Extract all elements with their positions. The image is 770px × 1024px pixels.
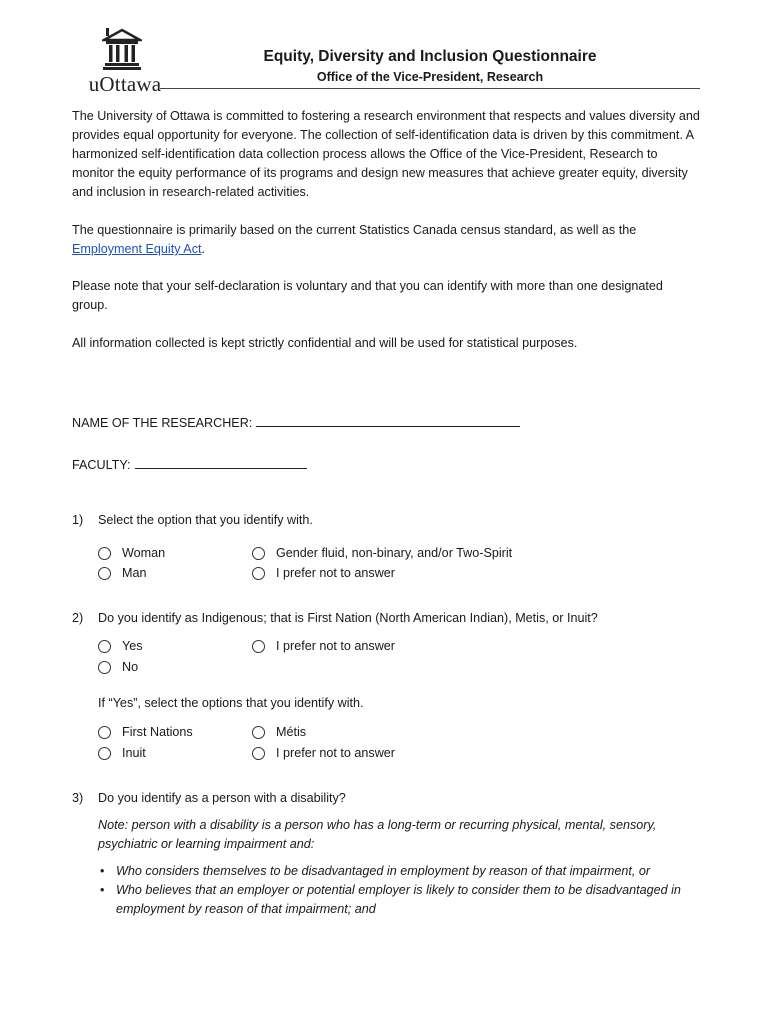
question-2-number: 2) <box>72 611 84 625</box>
option-label: Gender fluid, non-binary, and/or Two-Spirit <box>276 546 513 560</box>
researcher-name-blank[interactable] <box>256 414 520 427</box>
intro-paragraph-2 <box>72 221 702 259</box>
intro-paragraph-3: Please note that your self-declaration is voluntary and that you can identify with more than one designated group. <box>72 279 663 312</box>
option-label: No <box>122 660 139 674</box>
question-3 <box>72 791 346 805</box>
q1-option-prefer-not[interactable] <box>252 564 395 582</box>
radio-icon[interactable] <box>98 661 111 674</box>
option-label: Inuit <box>122 746 146 760</box>
q2-followup-text: If “Yes”, select the options that you identify with. <box>98 696 364 710</box>
intro-paragraph-2-end: . <box>201 242 205 256</box>
option-label: Métis <box>276 725 307 739</box>
option-label: Man <box>122 566 147 580</box>
q3-bullet-list <box>98 862 708 919</box>
list-item <box>98 881 708 919</box>
university-building-icon <box>102 26 142 70</box>
option-label: I prefer not to answer <box>276 639 396 653</box>
header-divider <box>160 88 700 89</box>
radio-icon[interactable] <box>252 726 265 739</box>
q2-option-no[interactable] <box>98 658 138 676</box>
question-3-text: Do you identify as a person with a disability? <box>98 791 346 805</box>
question-1-text: Select the option that you identify with. <box>98 513 313 527</box>
faculty-blank[interactable] <box>135 456 307 469</box>
option-label: Woman <box>122 546 166 560</box>
q2-followup-metis[interactable] <box>252 723 306 741</box>
q3-note: Note: person with a disability is a person who has a long-term or recurring physical, mental, sensory, psychiatric or learning impairment and: <box>98 818 657 851</box>
question-1-number: 1) <box>72 513 84 527</box>
q1-option-gender-fluid[interactable] <box>252 544 512 562</box>
q1-option-woman[interactable] <box>98 544 165 562</box>
radio-icon[interactable] <box>98 547 111 560</box>
bullet-icon: • <box>100 883 105 897</box>
option-label: First Nations <box>122 725 193 739</box>
q2-followup-first-nations[interactable] <box>98 723 193 741</box>
bullet-text: Who considers themselves to be disadvantaged in employment by reason of that impairment, or <box>116 864 651 878</box>
question-2-text: Do you identify as Indigenous; that is First Nation (North American Indian), Metis, or Inuit? <box>98 611 598 625</box>
question-3-number: 3) <box>72 791 84 805</box>
bullet-icon: • <box>100 864 105 878</box>
q2-option-prefer-not[interactable] <box>252 637 395 655</box>
radio-icon[interactable] <box>252 547 265 560</box>
list-item <box>98 862 708 881</box>
q1-option-man[interactable] <box>98 564 147 582</box>
option-label: Yes <box>122 639 143 653</box>
employment-equity-act-link[interactable]: Employment Equity Act <box>72 242 202 256</box>
radio-icon[interactable] <box>98 640 111 653</box>
option-label: I prefer not to answer <box>276 566 396 580</box>
logo-wordmark: uOttawa <box>88 72 162 96</box>
q2-option-yes[interactable] <box>98 637 143 655</box>
question-1 <box>72 513 313 527</box>
document-subtitle: Office of the Vice-President, Research <box>316 70 544 84</box>
faculty-label: FACULTY: <box>72 458 131 472</box>
intro-paragraph-2-text: The questionnaire is primarily based on the current Statistics Canada census standard, as well as the <box>72 223 637 237</box>
radio-icon[interactable] <box>98 726 111 739</box>
bullet-text: Who believes that an employer or potential employer is likely to consider them to be disadvantaged in employment by reason of that impairment; and <box>116 883 681 916</box>
radio-icon[interactable] <box>252 567 265 580</box>
faculty-field <box>72 456 307 472</box>
uottawa-logo <box>80 26 170 98</box>
intro-paragraph-4: All information collected is kept strictly confidential and will be used for statistical purposes. <box>72 336 578 350</box>
researcher-name-field <box>72 414 520 430</box>
question-2 <box>72 611 598 625</box>
radio-icon[interactable] <box>98 567 111 580</box>
q2-followup-inuit[interactable] <box>98 744 146 762</box>
researcher-name-label: NAME OF THE RESEARCHER: <box>72 416 253 430</box>
radio-icon[interactable] <box>98 747 111 760</box>
document-title: Equity, Diversity and Inclusion Questionnaire <box>263 48 597 65</box>
option-label: I prefer not to answer <box>276 746 396 760</box>
intro-paragraph-1: The University of Ottawa is committed to fostering a research environment that respects and values diversity and provides equal opportunity for everyone. The collection of self-identification data is driven by this commitment. A harmonized self-identification data collection process allows the Office of the Vice-President, Research to monitor the equity performance of its programs and design new measures that achieve greater equity, diversity and inclusion in research-related activities. <box>72 109 700 199</box>
radio-icon[interactable] <box>252 747 265 760</box>
q2-followup-prefer-not[interactable] <box>252 744 395 762</box>
radio-icon[interactable] <box>252 640 265 653</box>
